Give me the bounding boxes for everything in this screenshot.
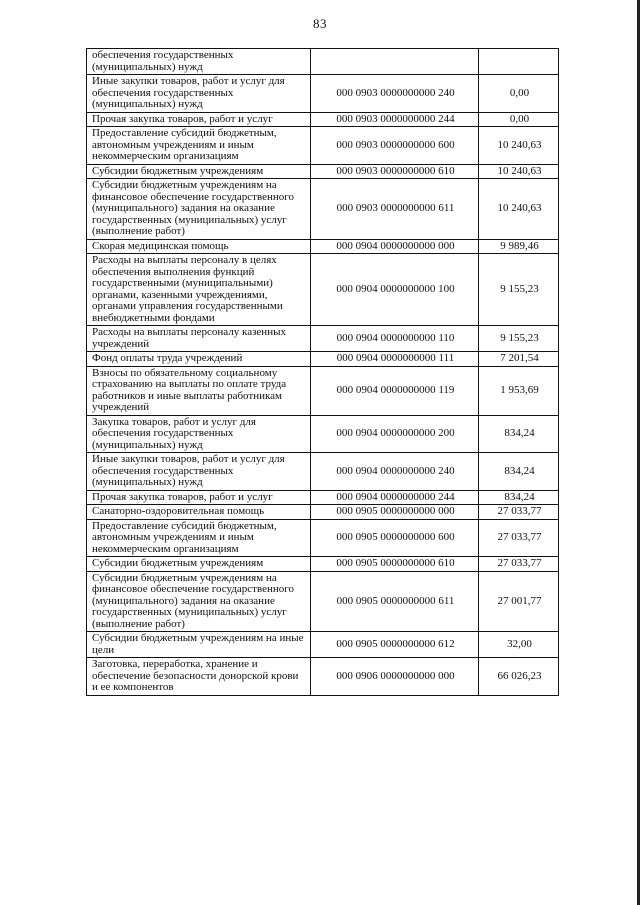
row-code-cell: 000 0903 0000000000 610 bbox=[311, 164, 479, 179]
row-name-cell: Субсидии бюджетным учреждениям на иные цели bbox=[87, 632, 311, 658]
row-name-cell: Иные закупки товаров, работ и услуг для обеспечения государственных (муниципальных) нужд bbox=[87, 75, 311, 113]
budget-table bbox=[86, 48, 559, 696]
row-code-cell: 000 0903 0000000000 244 bbox=[311, 112, 479, 127]
table-row bbox=[87, 453, 559, 491]
row-name-cell: Прочая закупка товаров, работ и услуг bbox=[87, 490, 311, 505]
row-amount-cell: 7 201,54 bbox=[479, 352, 559, 367]
row-amount-cell: 10 240,63 bbox=[479, 179, 559, 240]
row-amount-cell: 32,00 bbox=[479, 632, 559, 658]
table-row bbox=[87, 366, 559, 415]
row-name-cell: Расходы на выплаты персоналу в целях обеспечения выполнения функций государственными (муниципальными) органами, казенными учреждениями, органами управления государственными внебюджетными фондами bbox=[87, 254, 311, 326]
table-row bbox=[87, 179, 559, 240]
row-name-cell: Санаторно-оздоровительная помощь bbox=[87, 505, 311, 520]
row-amount-cell: 27 033,77 bbox=[479, 557, 559, 572]
table-row bbox=[87, 326, 559, 352]
table-row bbox=[87, 75, 559, 113]
row-name-cell: Прочая закупка товаров, работ и услуг bbox=[87, 112, 311, 127]
row-name-cell: Фонд оплаты труда учреждений bbox=[87, 352, 311, 367]
row-name-cell: Субсидии бюджетным учреждениям на финансовое обеспечение государственного (муниципального) задания на оказание государственных (муниципальных) услуг (выполнение работ) bbox=[87, 571, 311, 632]
row-amount-cell: 10 240,63 bbox=[479, 127, 559, 165]
table-row bbox=[87, 632, 559, 658]
row-code-cell: 000 0906 0000000000 000 bbox=[311, 658, 479, 696]
row-amount-cell: 9 155,23 bbox=[479, 326, 559, 352]
row-code-cell: 000 0904 0000000000 240 bbox=[311, 453, 479, 491]
row-code-cell: 000 0903 0000000000 611 bbox=[311, 179, 479, 240]
row-amount-cell: 834,24 bbox=[479, 415, 559, 453]
row-name-cell: Скорая медицинская помощь bbox=[87, 239, 311, 254]
page-number: 83 bbox=[313, 16, 327, 31]
row-name-cell: Субсидии бюджетным учреждениям bbox=[87, 557, 311, 572]
row-amount-cell: 66 026,23 bbox=[479, 658, 559, 696]
table-row bbox=[87, 658, 559, 696]
row-code-cell: 000 0904 0000000000 119 bbox=[311, 366, 479, 415]
row-amount-cell: 834,24 bbox=[479, 490, 559, 505]
row-code-cell: 000 0905 0000000000 600 bbox=[311, 519, 479, 557]
table-row bbox=[87, 239, 559, 254]
row-code-cell: 000 0904 0000000000 000 bbox=[311, 239, 479, 254]
table-row bbox=[87, 557, 559, 572]
row-amount-cell: 834,24 bbox=[479, 453, 559, 491]
row-name-cell: Предоставление субсидий бюджетным, автономным учреждениям и иным некоммерческим организациям bbox=[87, 519, 311, 557]
row-code-cell: 000 0905 0000000000 611 bbox=[311, 571, 479, 632]
row-amount-cell: 1 953,69 bbox=[479, 366, 559, 415]
table-row bbox=[87, 519, 559, 557]
row-name-cell: Расходы на выплаты персоналу казенных учреждений bbox=[87, 326, 311, 352]
table-row bbox=[87, 254, 559, 326]
row-code-cell: 000 0903 0000000000 600 bbox=[311, 127, 479, 165]
row-code-cell: 000 0904 0000000000 110 bbox=[311, 326, 479, 352]
row-code-cell: 000 0904 0000000000 111 bbox=[311, 352, 479, 367]
row-name-cell: Закупка товаров, работ и услуг для обеспечения государственных (муниципальных) нужд bbox=[87, 415, 311, 453]
table-row bbox=[87, 505, 559, 520]
row-amount-cell: 27 033,77 bbox=[479, 519, 559, 557]
row-code-cell: 000 0905 0000000000 000 bbox=[311, 505, 479, 520]
row-name-cell: обеспечения государственных (муниципальных) нужд bbox=[87, 49, 311, 75]
row-amount-cell bbox=[479, 49, 559, 75]
row-amount-cell: 27 033,77 bbox=[479, 505, 559, 520]
table-row bbox=[87, 127, 559, 165]
row-name-cell: Иные закупки товаров, работ и услуг для обеспечения государственных (муниципальных) нужд bbox=[87, 453, 311, 491]
row-code-cell: 000 0904 0000000000 200 bbox=[311, 415, 479, 453]
row-code-cell bbox=[311, 49, 479, 75]
table-row bbox=[87, 49, 559, 75]
row-amount-cell: 0,00 bbox=[479, 112, 559, 127]
row-amount-cell: 0,00 bbox=[479, 75, 559, 113]
table-row bbox=[87, 415, 559, 453]
row-name-cell: Субсидии бюджетным учреждениям на финансовое обеспечение государственного (муниципального) задания на оказание государственных (муниципальных) услуг (выполнение работ) bbox=[87, 179, 311, 240]
row-name-cell: Заготовка, переработка, хранение и обеспечение безопасности донорской крови и ее компонентов bbox=[87, 658, 311, 696]
table-row bbox=[87, 571, 559, 632]
row-code-cell: 000 0905 0000000000 610 bbox=[311, 557, 479, 572]
row-name-cell: Субсидии бюджетным учреждениям bbox=[87, 164, 311, 179]
table-row bbox=[87, 164, 559, 179]
row-amount-cell: 10 240,63 bbox=[479, 164, 559, 179]
row-name-cell: Взносы по обязательному социальному страхованию на выплаты по оплате труда работников и иные выплаты работникам учреждений bbox=[87, 366, 311, 415]
row-code-cell: 000 0904 0000000000 100 bbox=[311, 254, 479, 326]
row-amount-cell: 27 001,77 bbox=[479, 571, 559, 632]
row-amount-cell: 9 155,23 bbox=[479, 254, 559, 326]
table-row bbox=[87, 112, 559, 127]
row-code-cell: 000 0905 0000000000 612 bbox=[311, 632, 479, 658]
row-name-cell: Предоставление субсидий бюджетным, автономным учреждениям и иным некоммерческим организациям bbox=[87, 127, 311, 165]
budget-table-body bbox=[87, 49, 559, 696]
table-row bbox=[87, 352, 559, 367]
row-code-cell: 000 0904 0000000000 244 bbox=[311, 490, 479, 505]
row-code-cell: 000 0903 0000000000 240 bbox=[311, 75, 479, 113]
row-amount-cell: 9 989,46 bbox=[479, 239, 559, 254]
table-row bbox=[87, 490, 559, 505]
